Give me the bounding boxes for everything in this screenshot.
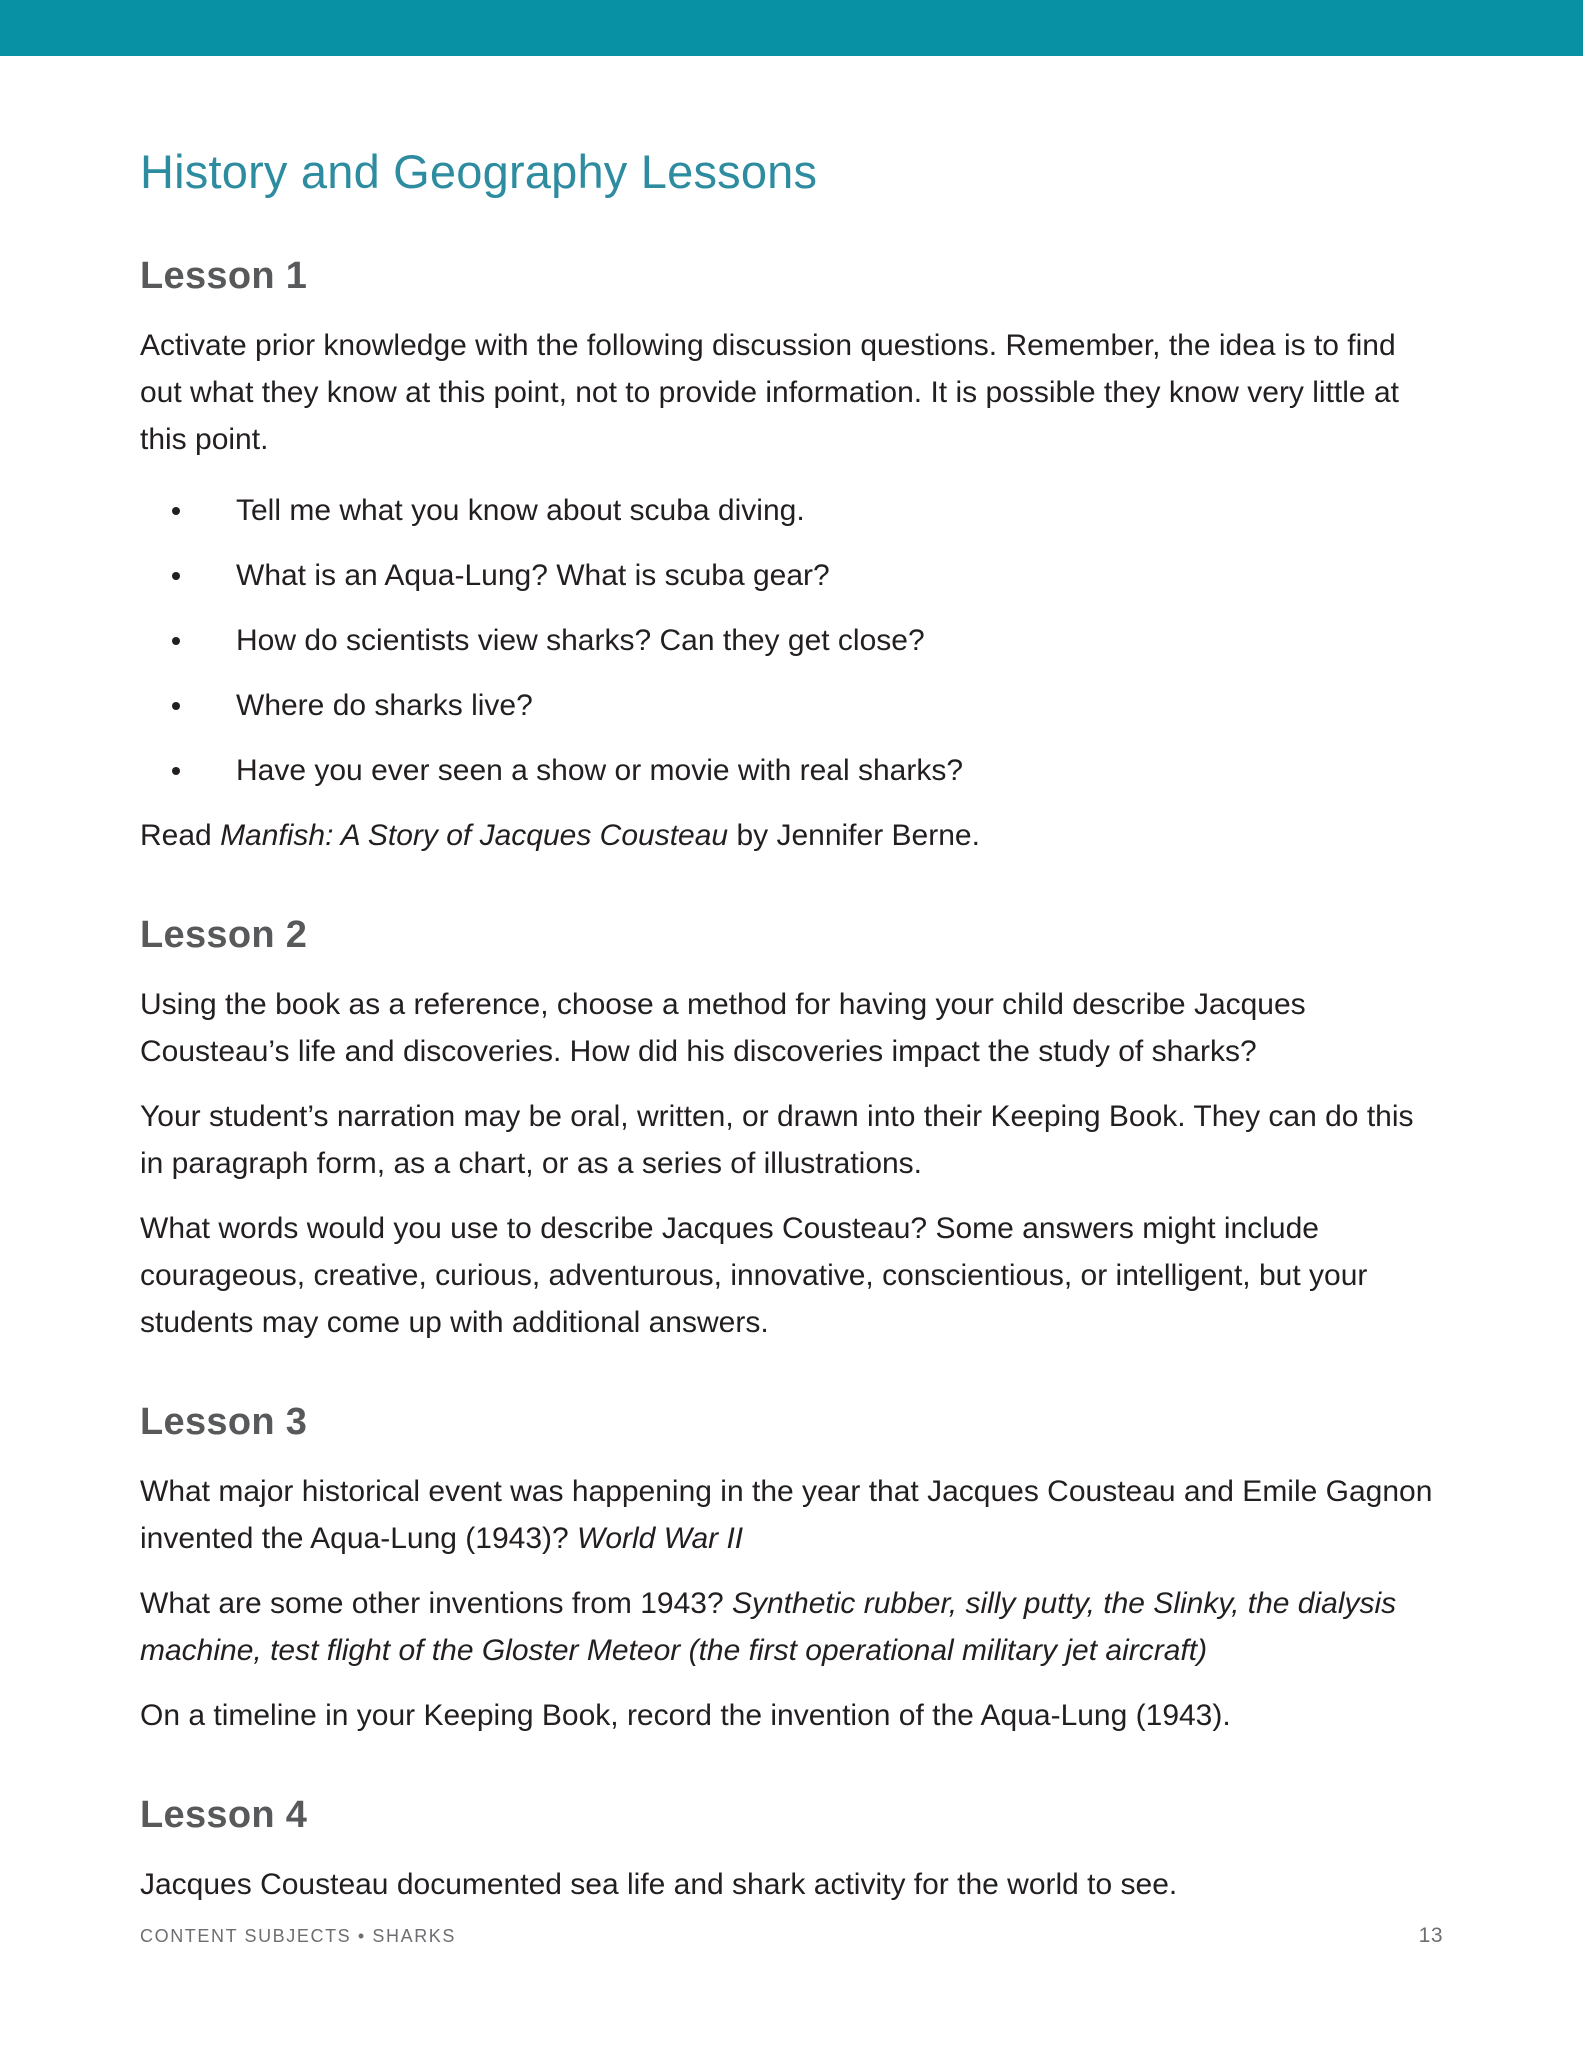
list-item — [140, 617, 1443, 664]
lesson-4-section — [140, 1793, 1443, 1908]
lesson-4-paragraph-1: Jacques Cousteau documented sea life and shark activity for the world to see. — [140, 1868, 1178, 1902]
lesson-1-read-paragraph: Read Manfish: A Story of Jacques Cousteau by Jennifer Berne. — [140, 819, 980, 853]
top-accent-bar — [0, 0, 1583, 56]
lesson-3-paragraph-3: On a timeline in your Keeping Book, record the invention of the Aqua-Lung (1943). — [140, 1699, 1231, 1733]
footer-breadcrumb: CONTENT SUBJECTS • SHARKS — [140, 1926, 457, 1946]
list-item — [140, 552, 1443, 599]
page-number: 13 — [1418, 1924, 1443, 1947]
lesson-3-section — [140, 1400, 1443, 1739]
bullet-text: Tell me what you know about scuba diving. — [236, 494, 805, 528]
lesson-3-paragraph-1: What major historical event was happening in the year that Jacques Cousteau and Emile Gagnon invented the Aqua-Lung (1943)? World War II — [140, 1475, 1433, 1556]
bullet-icon — [172, 637, 180, 645]
lesson-2-paragraph-3: What words would you use to describe Jacques Cousteau? Some answers might include courageous, creative, curious, adventurous, innovative, conscientious, or intelligent, but your students may come up with additional answers. — [140, 1212, 1368, 1340]
bullet-icon — [172, 507, 180, 515]
bullet-text: Where do sharks live? — [236, 689, 533, 723]
bullet-text: What is an Aqua-Lung? What is scuba gear? — [236, 559, 830, 593]
bullet-text: Have you ever seen a show or movie with real sharks? — [236, 754, 964, 788]
discussion-questions-list — [140, 487, 1443, 794]
page-footer — [140, 1924, 1443, 1948]
lesson-1-heading: Lesson 1 — [140, 255, 308, 298]
bullet-text: How do scientists view sharks? Can they get close? — [236, 624, 925, 658]
lesson-2-paragraph-1: Using the book as a reference, choose a method for having your child describe Jacques Cousteau’s life and discoveries. How did his discoveries impact the study of sharks? — [140, 988, 1306, 1069]
lesson-2-section — [140, 913, 1443, 1346]
list-item — [140, 747, 1443, 794]
page-content — [0, 144, 1583, 1908]
lesson-1-section — [140, 254, 1443, 859]
page-title: History and Geography Lessons — [140, 145, 818, 198]
bullet-icon — [172, 702, 180, 710]
list-item — [140, 682, 1443, 729]
lesson-2-paragraph-2: Your student’s narration may be oral, written, or drawn into their Keeping Book. They can do this in paragraph form, as a chart, or as a series of illustrations. — [140, 1100, 1414, 1181]
bullet-icon — [172, 767, 180, 775]
list-item — [140, 487, 1443, 534]
bullet-icon — [172, 572, 180, 580]
lesson-3-paragraph-2: What are some other inventions from 1943? Synthetic rubber, silly putty, the Slinky, the dialysis machine, test flight of the Gloster Meteor (the first operational military jet aircraft) — [140, 1587, 1397, 1668]
lesson-2-heading: Lesson 2 — [140, 914, 308, 957]
lesson-1-intro-paragraph: Activate prior knowledge with the following discussion questions. Remember, the idea is to find out what they know at this point, not to provide information. It is possible they know very little at this point. — [140, 329, 1399, 457]
lesson-3-heading: Lesson 3 — [140, 1401, 308, 1444]
lesson-4-heading: Lesson 4 — [140, 1794, 308, 1837]
